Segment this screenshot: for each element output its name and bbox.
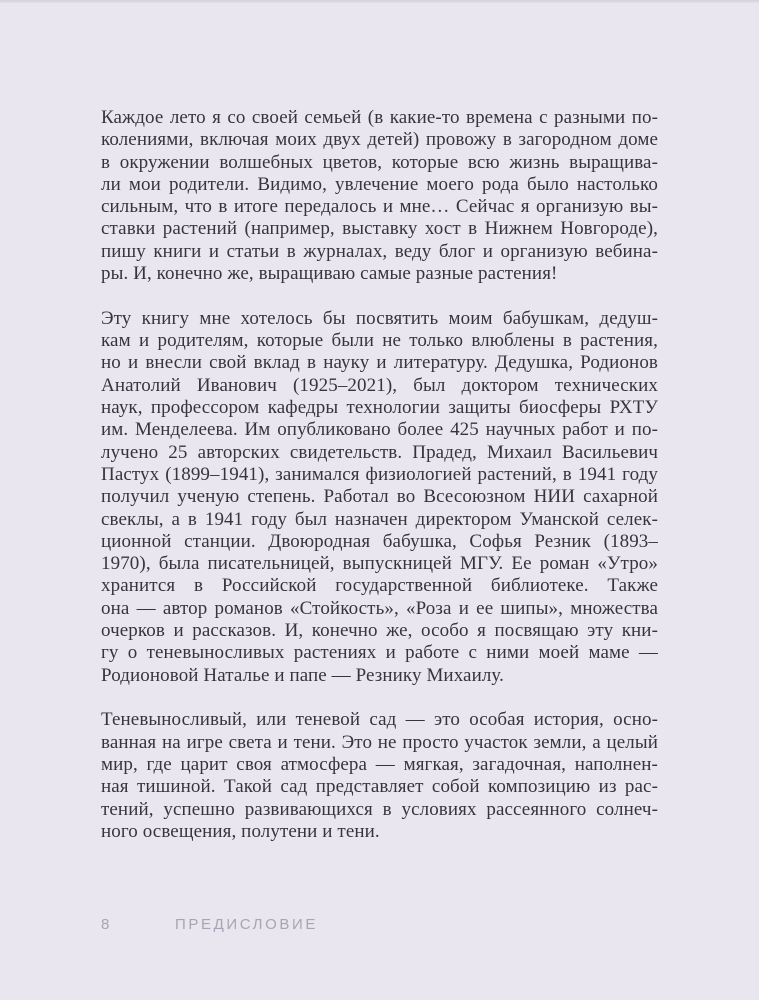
text-line: получил ученую степень. Работал во Всесоюзном НИИ сахарной	[101, 486, 658, 508]
text-line: ванная на игре света и тени. Это не просто участок земли, а целый	[101, 731, 658, 753]
text-line: в окружении волшебных цветов, которые всю жизнь выращива-	[101, 151, 658, 173]
text-line: но и внесли свой вклад в науку и литературу. Дедушка, Родионов	[101, 352, 658, 374]
page-number: 8	[101, 916, 112, 933]
text-line: свеклы, а в 1941 году был назначен директором Уманской селек-	[101, 508, 658, 530]
text-line: Эту книгу мне хотелось бы посвятить моим бабушкам, дедуш-	[101, 307, 658, 329]
text-line: ли мои родители. Видимо, увлечение моего рода было настолько	[101, 173, 658, 195]
text-line: ры. И, конечно же, выращиваю самые разные растения!	[101, 263, 558, 285]
paragraph	[101, 709, 658, 843]
page-top-edge	[0, 0, 759, 3]
text-line: гу о теневыносливых растениях и работе с ними моей маме —	[101, 642, 658, 664]
text-line: ционной станции. Двоюродная бабушка, Софья Резник (1893–	[101, 530, 658, 552]
text-line: Родионовой Наталье и папе — Резнику Михаилу.	[101, 664, 504, 686]
text-block	[101, 107, 658, 866]
text-line: ная тишиной. Такой сад представляет собой композицию из рас-	[101, 776, 658, 798]
text-line: сильным, что в итоге передалось и мне… Сейчас я организую вы-	[101, 196, 658, 218]
text-line: ставки растений (например, выставку хост в Нижнем Новгороде),	[101, 218, 658, 240]
running-title: ПРЕДИСЛОВИЕ	[175, 916, 318, 933]
text-line: очерков и рассказов. И, конечно же, особо я посвящаю эту кни-	[101, 620, 658, 642]
text-line: Анатолий Иванович (1925–2021), был доктором технических	[101, 374, 658, 396]
text-line: наук, профессором кафедры технологии защиты биосферы РХТУ	[101, 397, 658, 419]
text-line: Теневыносливый, или теневой сад — это особая история, осно-	[101, 709, 658, 731]
text-line: 1970), была писательницей, выпускницей МГУ. Ее роман «Утро»	[101, 553, 658, 575]
text-line: пишу книги и статьи в журналах, веду блог и организую вебина-	[101, 240, 658, 262]
text-line: кам и родителям, которые были не только влюблены в растения,	[101, 330, 658, 352]
text-line: им. Менделеева. Им опубликовано более 425 научных работ и по-	[101, 419, 658, 441]
text-line: Пастух (1899–1941), занимался физиологией растений, в 1941 году	[101, 463, 658, 485]
text-line: лучено 25 авторских свидетельств. Прадед, Михаил Васильевич	[101, 441, 658, 463]
text-line: ного освещения, полутени и тени.	[101, 820, 380, 842]
paragraph	[101, 107, 658, 285]
text-line: тений, успешно развивающихся в условиях рассеянного солнеч-	[101, 798, 658, 820]
text-line: она — автор романов «Стойкость», «Роза и ее шипы», множества	[101, 597, 658, 619]
text-line: мир, где царит своя атмосфера — мягкая, загадочная, наполнен-	[101, 754, 658, 776]
paragraph	[101, 308, 658, 687]
text-line: Каждое лето я со своей семьей (в какие-то времена с разными по-	[101, 107, 658, 128]
text-line: хранится в Российской государственной библиотеке. Также	[101, 575, 658, 597]
text-line: колениями, включая моих двух детей) провожу в загородном доме	[101, 129, 658, 151]
